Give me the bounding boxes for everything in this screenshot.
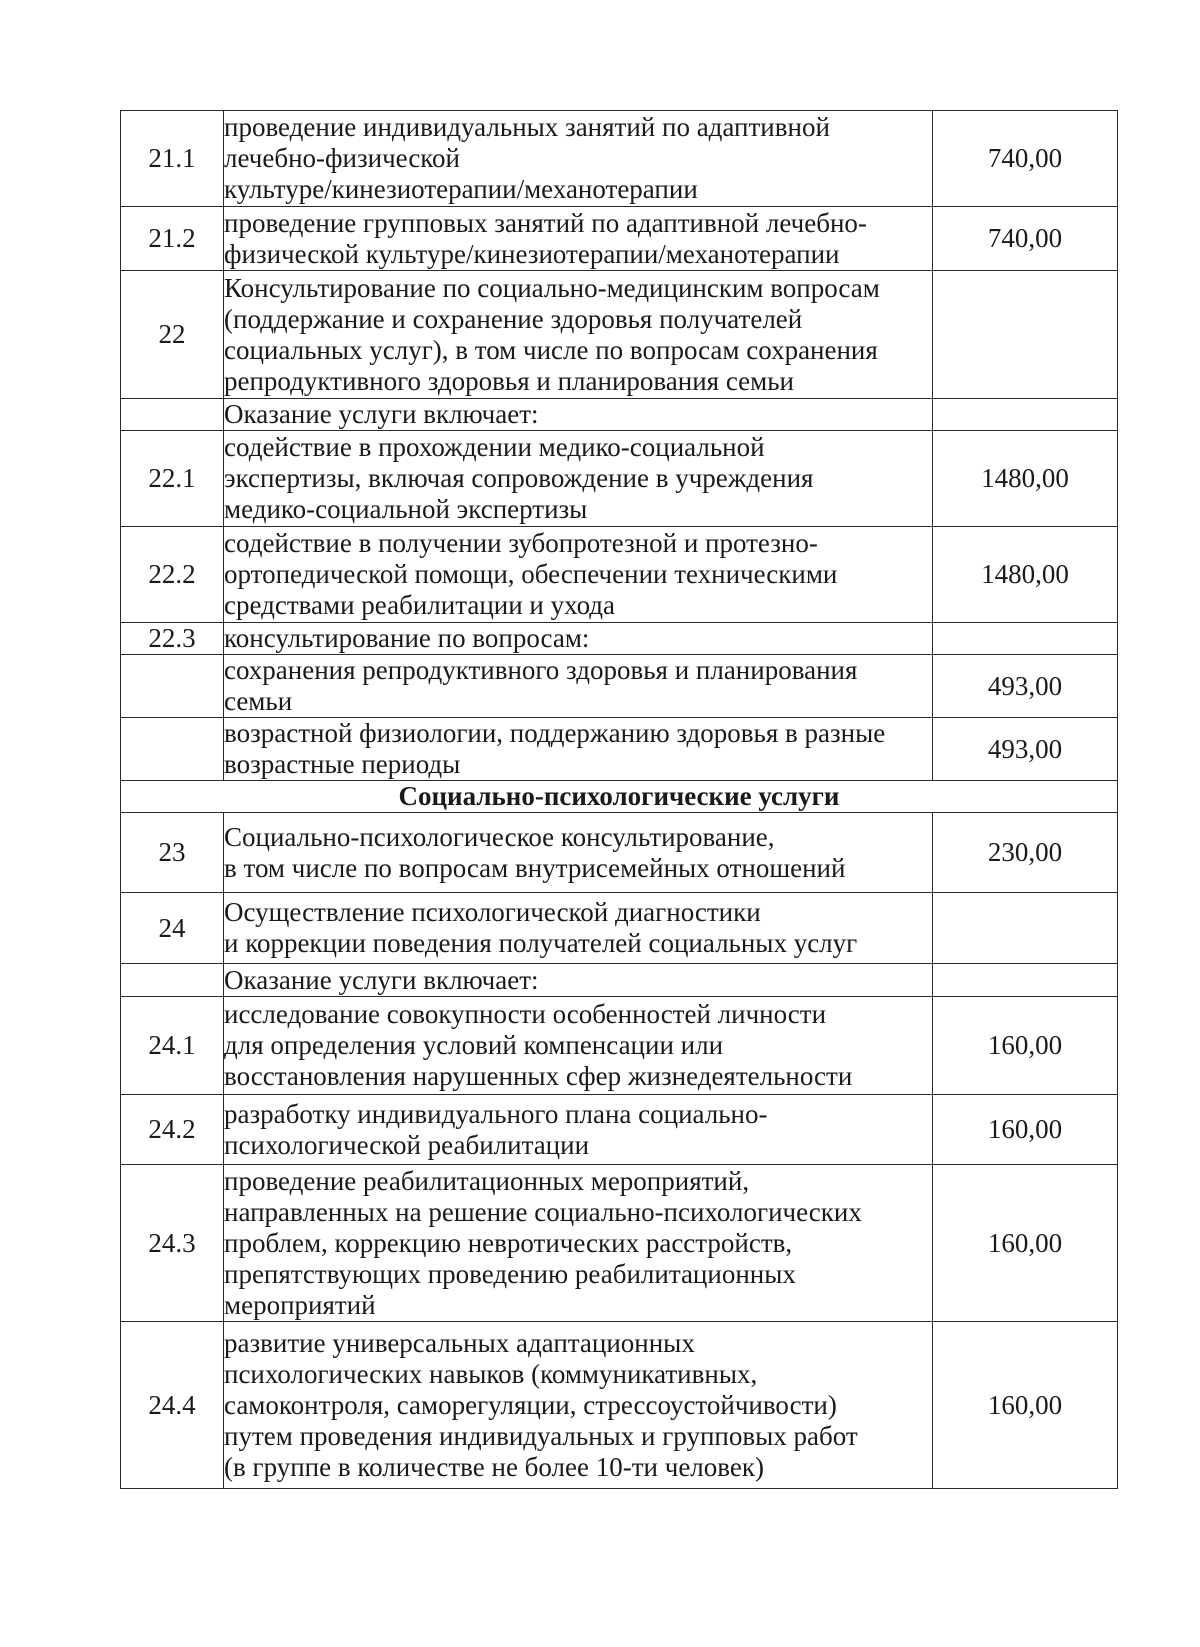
table-row xyxy=(121,111,1118,207)
service-description: содействие в получении зубопротезной и протезно- ортопедической помощи, обеспечении техническими средствами реабилитации и ухода xyxy=(224,527,933,623)
service-description: проведение индивидуальных занятий по адаптивной лечебно-физической культуре/кинезиотерапии/механотерапии xyxy=(224,111,933,207)
table-row xyxy=(121,1095,1118,1165)
table-row xyxy=(121,271,1118,399)
price: 160,00 xyxy=(933,1322,1118,1489)
service-description: исследование совокупности особенностей личности для определения условий компенсации или восстановления нарушенных сфер жизнедеятельности xyxy=(224,997,933,1095)
row-number: 24.1 xyxy=(121,997,224,1095)
price: 493,00 xyxy=(933,718,1118,781)
row-number xyxy=(121,718,224,781)
row-number xyxy=(121,655,224,718)
table-row xyxy=(121,623,1118,655)
table-row xyxy=(121,893,1118,964)
service-description: Консультирование по социально-медицинским вопросам (поддержание и сохранение здоровья получателей социальных услуг), в том числе по вопросам сохранения репродуктивного здоровья и планирования семьи xyxy=(224,271,933,399)
price: 1480,00 xyxy=(933,431,1118,527)
row-number: 22.1 xyxy=(121,431,224,527)
price xyxy=(933,623,1118,655)
service-description: развитие универсальных адаптационных психологических навыков (коммуникативных, самоконтроля, саморегуляции, стрессоустойчивости) путем проведения индивидуальных и групповых работ (в группе в количестве не более 10-ти человек) xyxy=(224,1322,933,1489)
table-row xyxy=(121,964,1118,997)
service-description: консультирование по вопросам: xyxy=(224,623,933,655)
service-description: сохранения репродуктивного здоровья и планирования семьи xyxy=(224,655,933,718)
row-number: 23 xyxy=(121,813,224,893)
service-description: Социально-психологическое консультирование, в том числе по вопросам внутрисемейных отношений xyxy=(224,813,933,893)
price xyxy=(933,399,1118,431)
price: 493,00 xyxy=(933,655,1118,718)
table-row xyxy=(121,1165,1118,1322)
service-description: Оказание услуги включает: xyxy=(224,399,933,431)
table-row xyxy=(121,655,1118,718)
price: 160,00 xyxy=(933,1165,1118,1322)
row-number: 24.3 xyxy=(121,1165,224,1322)
table-row xyxy=(121,1322,1118,1489)
row-number xyxy=(121,964,224,997)
service-description: возрастной физиологии, поддержанию здоровья в разные возрастные периоды xyxy=(224,718,933,781)
row-number: 22.3 xyxy=(121,623,224,655)
price: 740,00 xyxy=(933,207,1118,271)
price xyxy=(933,893,1118,964)
price: 160,00 xyxy=(933,997,1118,1095)
row-number xyxy=(121,399,224,431)
price: 1480,00 xyxy=(933,527,1118,623)
services-price-table xyxy=(120,110,1118,1489)
section-header-row xyxy=(121,781,1118,813)
table-row xyxy=(121,527,1118,623)
service-description: Оказание услуги включает: xyxy=(224,964,933,997)
table-row xyxy=(121,997,1118,1095)
price: 160,00 xyxy=(933,1095,1118,1165)
price xyxy=(933,964,1118,997)
service-description: проведение реабилитационных мероприятий, направленных на решение социально-психологических проблем, коррекцию невротических расстройств, препятствующих проведению реабилитационных мероприятий xyxy=(224,1165,933,1322)
price: 740,00 xyxy=(933,111,1118,207)
price: 230,00 xyxy=(933,813,1118,893)
table-row xyxy=(121,207,1118,271)
row-number: 24.4 xyxy=(121,1322,224,1489)
table-row xyxy=(121,399,1118,431)
row-number: 24 xyxy=(121,893,224,964)
row-number: 21.1 xyxy=(121,111,224,207)
row-number: 21.2 xyxy=(121,207,224,271)
table-row xyxy=(121,718,1118,781)
table-row xyxy=(121,813,1118,893)
row-number: 22 xyxy=(121,271,224,399)
service-description: содействие в прохождении медико-социальной экспертизы, включая сопровождение в учреждения медико-социальной экспертизы xyxy=(224,431,933,527)
row-number: 24.2 xyxy=(121,1095,224,1165)
table-row xyxy=(121,431,1118,527)
service-description: разработку индивидуального плана социально- психологической реабилитации xyxy=(224,1095,933,1165)
section-header: Социально-психологические услуги xyxy=(121,781,1118,813)
row-number: 22.2 xyxy=(121,527,224,623)
service-description: Осуществление психологической диагностики и коррекции поведения получателей социальных услуг xyxy=(224,893,933,964)
service-description: проведение групповых занятий по адаптивной лечебно- физической культуре/кинезиотерапии/механотерапии xyxy=(224,207,933,271)
price xyxy=(933,271,1118,399)
